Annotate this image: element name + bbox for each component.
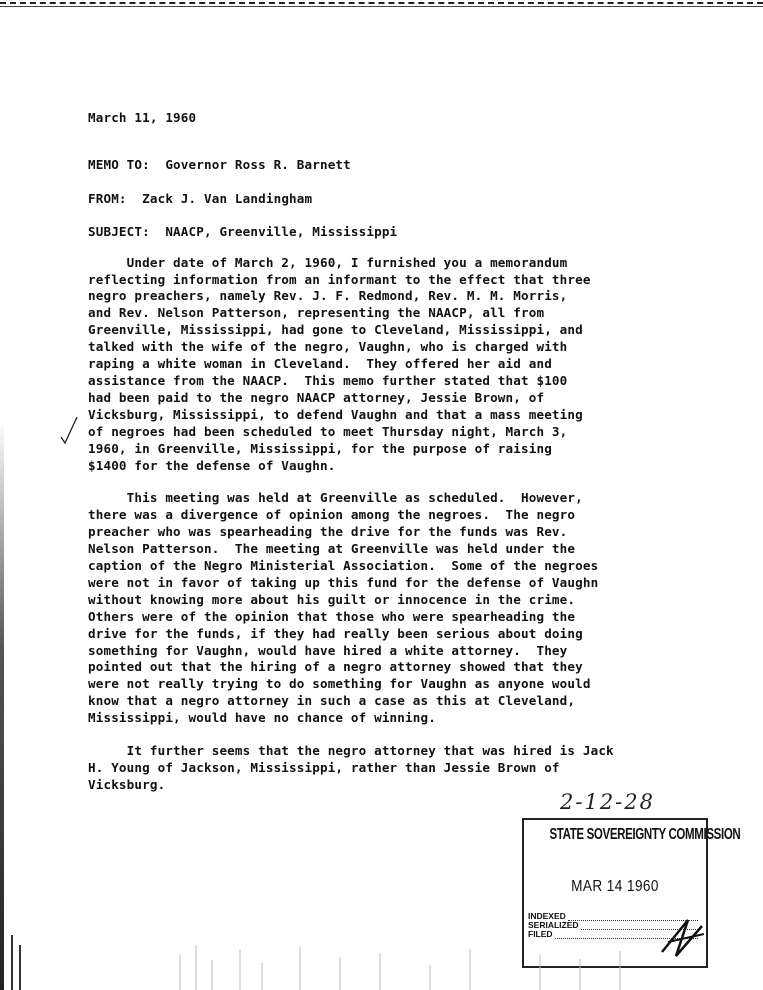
stamp-row-filed: FILED <box>528 930 698 939</box>
stamp-row-serialized: SERIALIZED <box>528 921 698 930</box>
memo-to-line <box>88 157 688 174</box>
memo-subject-line <box>88 224 688 241</box>
memo-from-label: FROM: <box>88 190 127 206</box>
stamp-title: STATE SOVEREIGNTY COMMISSION <box>549 826 741 843</box>
check-mark-icon <box>60 415 78 445</box>
memo-paragraph-3: It further seems that the negro attorney that was hired is Jack H. Young of Jackson, Mississippi, rather than Jessie Brown of Vicksburg. <box>88 743 614 792</box>
memo-to-label: MEMO TO: <box>88 156 150 172</box>
memo-to-value: Governor Ross R. Barnett <box>165 156 351 172</box>
memo-paragraph-2: This meeting was held at Greenville as scheduled. However, there was a divergence of opinion among the negroes. The negro preacher who was spearheading the drive for the funds was Rev. Nelson Patterson. The meeting at Greenville was held under the caption of the Negro Ministerial Association. Some of the negroes were not in favor of taking up this fund for the defense of Vaughn without knowing more about his guilt or innocence in the crime. Others were of the opinion that those who were spearheading the drive for the funds, if they had really been serious about doing something for Vaughn, would have hired a white attorney. They pointed out that the hiring of a negro attorney showed that they were not really trying to do something for Vaughn as anyone would know that a negro attorney in such a case as this at Cleveland, Mississippi, would have no chance of winning. <box>88 490 599 726</box>
memo-paragraph-1: Under date of March 2, 1960, I furnished you a memorandum reflecting information from an informant to the effect that three negro preachers, namely Rev. J. F. Redmond, Rev. M. M. Morris, and Rev. Nelson Patterson, representing the NAACP, all from Greenville, Mississippi, had gone to Cleveland, Mississippi, and talked with the wife of the negro, Vaughn, who is charged with raping a white woman in Cleveland. They offered her aid and assistance from the NAACP. This memo further stated that $100 had been paid to the negro NAACP attorney, Jessie Brown, of Vicksburg, Mississippi, to defend Vaughn and that a mass meeting of negroes had been scheduled to meet Thursday night, March 3, 1960, in Greenville, Mississippi, for the purpose of raising $1400 for the defense of Vaughn. <box>88 254 591 473</box>
memo-from-line <box>88 191 688 208</box>
top-border <box>0 2 763 7</box>
handwritten-file-number: 2-12-28 <box>560 790 655 814</box>
memo-body <box>88 110 688 794</box>
scan-edge-shadow <box>0 420 4 990</box>
memo-subject-value: NAACP, Greenville, Mississippi <box>165 223 398 239</box>
stamp-row-indexed: INDEXED <box>528 912 698 921</box>
memo-subject-label: SUBJECT: <box>88 223 150 239</box>
memo-from-value: Zack J. Van Landingham <box>142 190 313 206</box>
memo-date: March 11, 1960 <box>88 110 197 125</box>
stamp-date: MAR 14 1960 <box>571 878 659 895</box>
scan-noise <box>0 935 763 990</box>
